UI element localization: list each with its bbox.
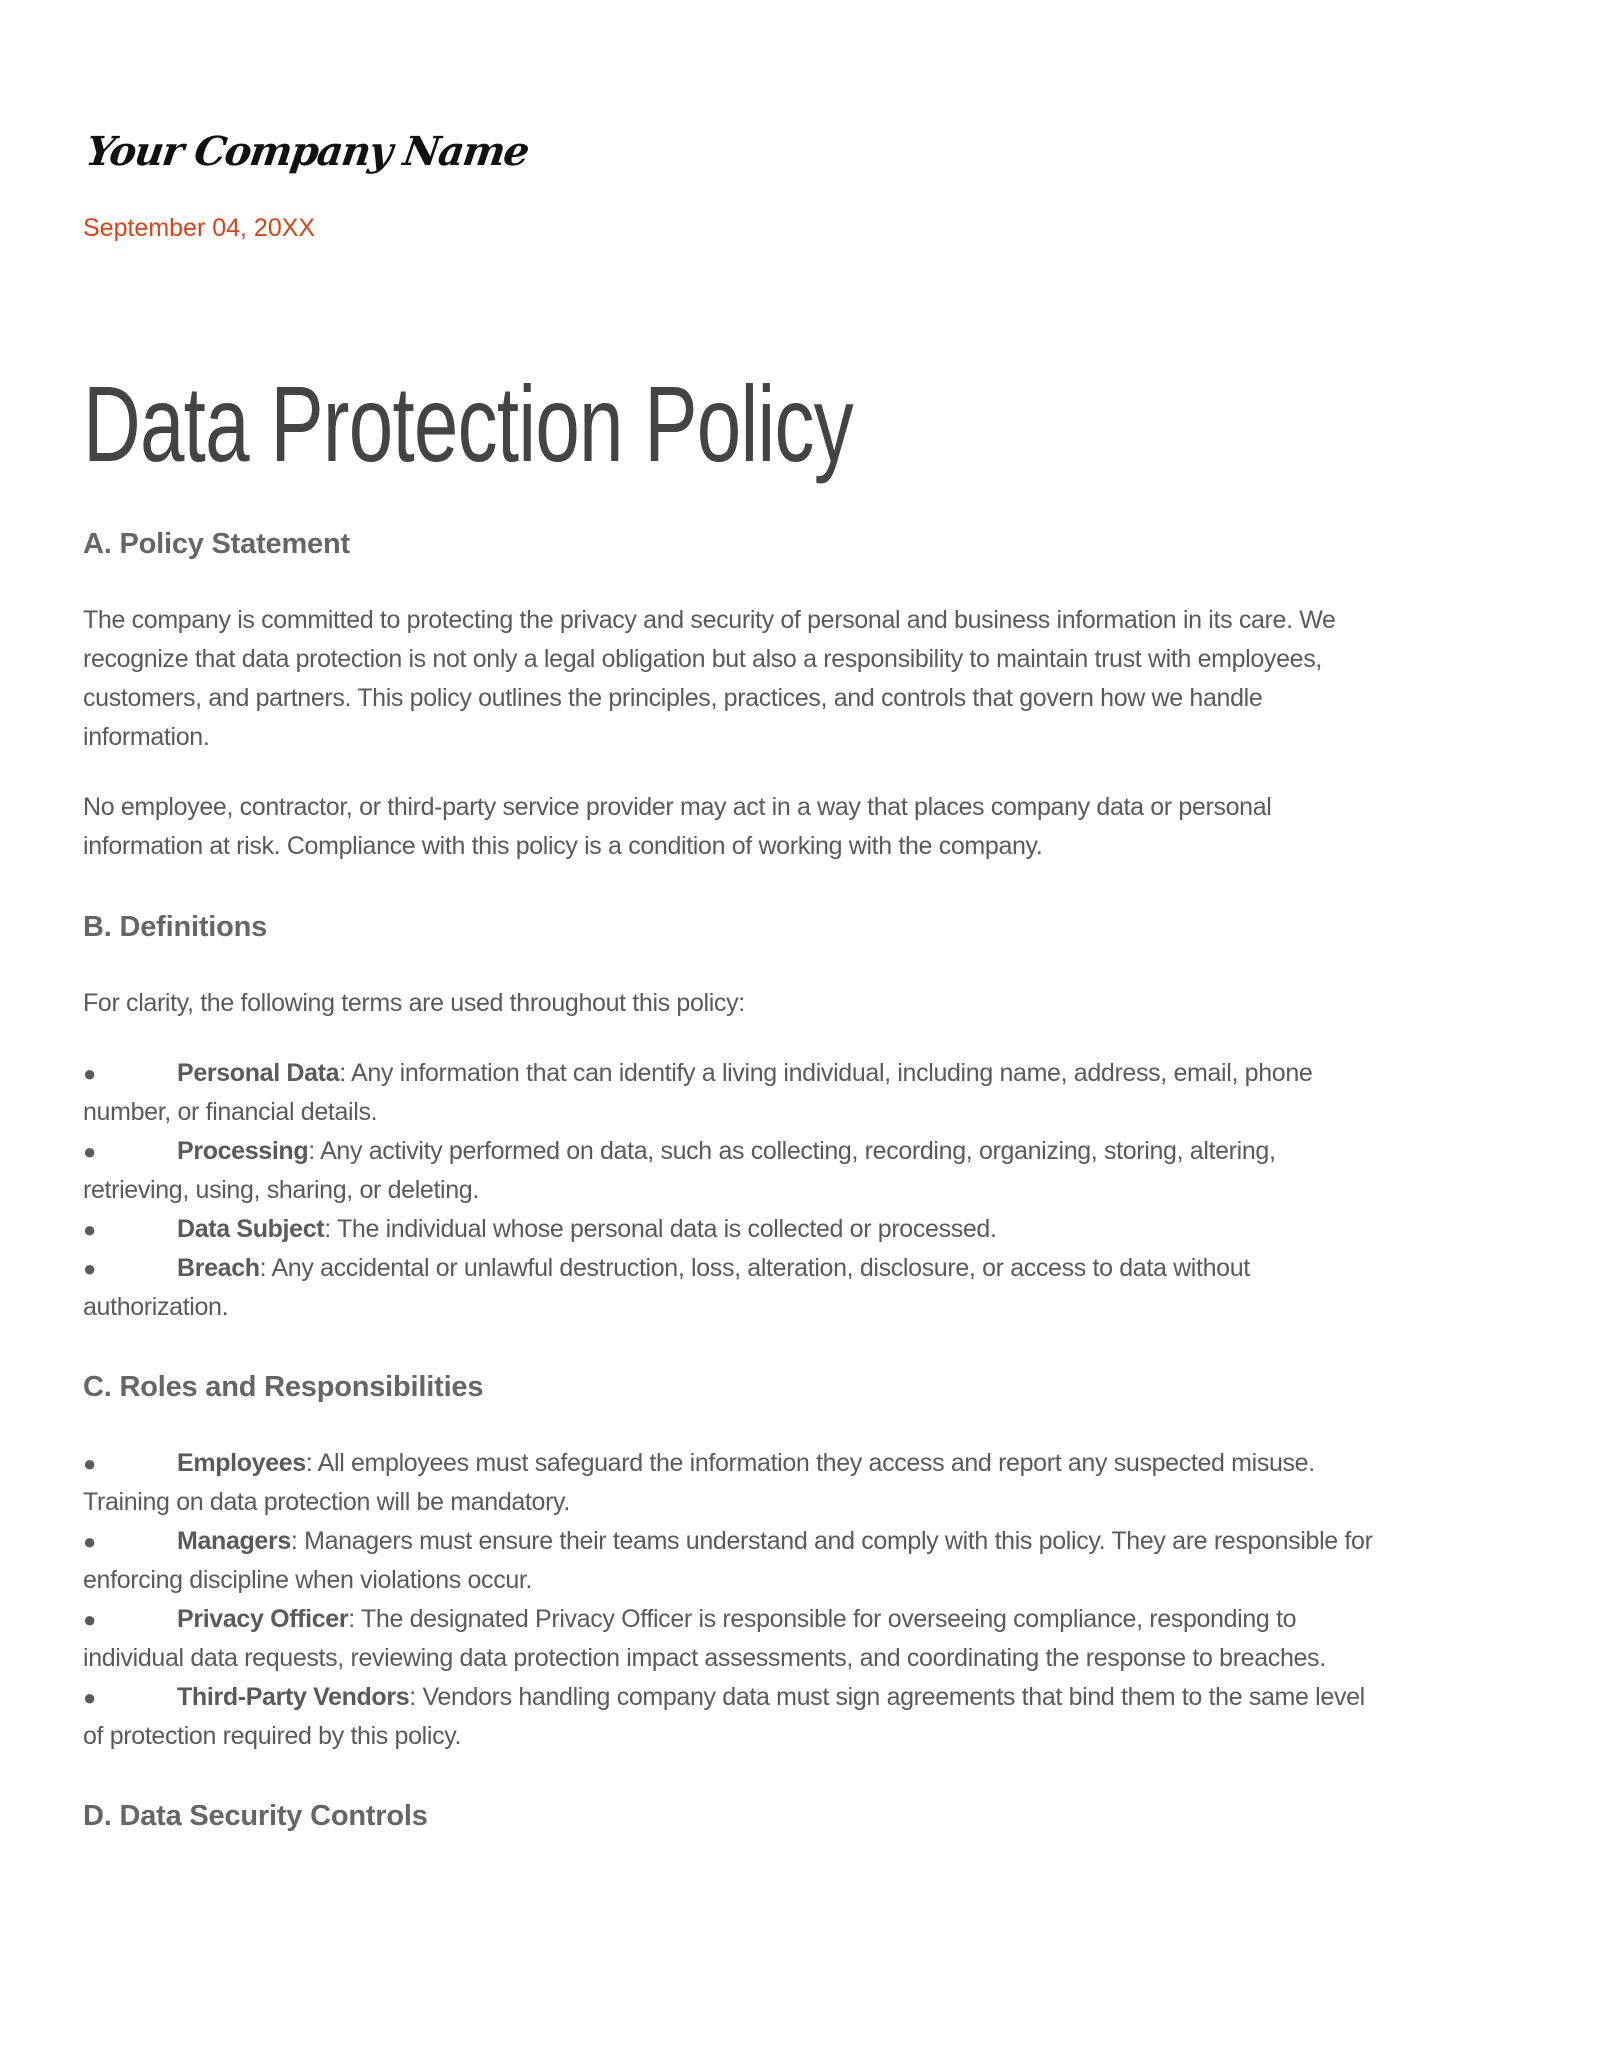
bullet-icon: ● bbox=[83, 1451, 96, 1476]
bullet-icon: ● bbox=[83, 1256, 96, 1281]
bullet-icon: ● bbox=[83, 1529, 96, 1554]
term-label: Breach bbox=[177, 1254, 260, 1282]
term-label: Processing bbox=[177, 1137, 309, 1165]
term-description: : The designated Privacy Officer is responsible for overseeing compliance, responding to bbox=[348, 1605, 1297, 1633]
list-item-continuation: Training on data protection will be mandatory. bbox=[83, 1488, 570, 1516]
bullet-icon: ● bbox=[83, 1139, 96, 1164]
term-label: Data Subject bbox=[177, 1215, 325, 1243]
term-description: : All employees must safeguard the information they access and report any suspected misuse. bbox=[305, 1449, 1315, 1477]
term-label: Employees bbox=[177, 1449, 306, 1477]
term-label: Personal Data bbox=[177, 1059, 340, 1087]
list-item-continuation: of protection required by this policy. bbox=[83, 1722, 462, 1750]
list-item-managers bbox=[83, 1526, 1373, 1557]
bullet-icon: ● bbox=[83, 1607, 96, 1632]
list-item-personal-data bbox=[83, 1058, 1312, 1089]
term-description: : The individual whose personal data is collected or processed. bbox=[324, 1215, 997, 1243]
term-description: : Any activity performed on data, such as collecting, recording, organizing, storing, altering, bbox=[308, 1137, 1276, 1165]
list-item-data-subject bbox=[83, 1214, 997, 1245]
section-heading-security-controls: D. Data Security Controls bbox=[83, 1800, 428, 1832]
paragraph-line: recognize that data protection is not only a legal obligation but also a responsibility to maintain trust with employees, bbox=[83, 645, 1322, 673]
bullet-icon: ● bbox=[83, 1217, 96, 1242]
paragraph-line: No employee, contractor, or third-party service provider may act in a way that places company data or personal bbox=[83, 793, 1272, 821]
term-description: : Any information that can identify a living individual, including name, address, email, phone bbox=[339, 1059, 1313, 1087]
section-heading-roles: C. Roles and Responsibilities bbox=[83, 1371, 484, 1403]
list-item-breach bbox=[83, 1253, 1250, 1284]
list-item-continuation: enforcing discipline when violations occur. bbox=[83, 1566, 533, 1594]
company-name: Your Company Name bbox=[83, 128, 532, 175]
list-item-employees bbox=[83, 1448, 1315, 1479]
bullet-icon: ● bbox=[83, 1685, 96, 1710]
term-label: Third-Party Vendors bbox=[177, 1683, 410, 1711]
list-item-continuation: individual data requests, reviewing data protection impact assessments, and coordinating the response to breaches. bbox=[83, 1644, 1326, 1672]
document-date: September 04, 20XX bbox=[83, 214, 316, 242]
definitions-intro: For clarity, the following terms are used throughout this policy: bbox=[83, 989, 745, 1017]
paragraph-line: The company is committed to protecting the privacy and security of personal and business information in its care. We bbox=[83, 606, 1336, 634]
paragraph-line: customers, and partners. This policy outlines the principles, practices, and controls that govern how we handle bbox=[83, 684, 1263, 712]
list-item-continuation: authorization. bbox=[83, 1293, 229, 1321]
section-heading-policy-statement: A. Policy Statement bbox=[83, 528, 350, 560]
list-item-privacy-officer bbox=[83, 1604, 1296, 1635]
term-description: : Vendors handling company data must sign agreements that bind them to the same level bbox=[409, 1683, 1365, 1711]
paragraph-line: information at risk. Compliance with this policy is a condition of working with the company. bbox=[83, 832, 1043, 860]
bullet-icon: ● bbox=[83, 1061, 96, 1086]
list-item-continuation: number, or financial details. bbox=[83, 1098, 378, 1126]
list-item-continuation: retrieving, using, sharing, or deleting. bbox=[83, 1176, 479, 1204]
list-item-processing bbox=[83, 1136, 1276, 1167]
term-label: Privacy Officer bbox=[177, 1605, 349, 1633]
term-description: : Managers must ensure their teams understand and comply with this policy. They are responsible for bbox=[290, 1527, 1373, 1555]
page-title: Data Protection Policy bbox=[83, 363, 853, 484]
term-label: Managers bbox=[177, 1527, 291, 1555]
paragraph-line: information. bbox=[83, 723, 210, 751]
section-heading-definitions: B. Definitions bbox=[83, 911, 268, 943]
term-description: : Any accidental or unlawful destruction, loss, alteration, disclosure, or access to data without bbox=[259, 1254, 1250, 1282]
list-item-third-party-vendors bbox=[83, 1682, 1365, 1713]
